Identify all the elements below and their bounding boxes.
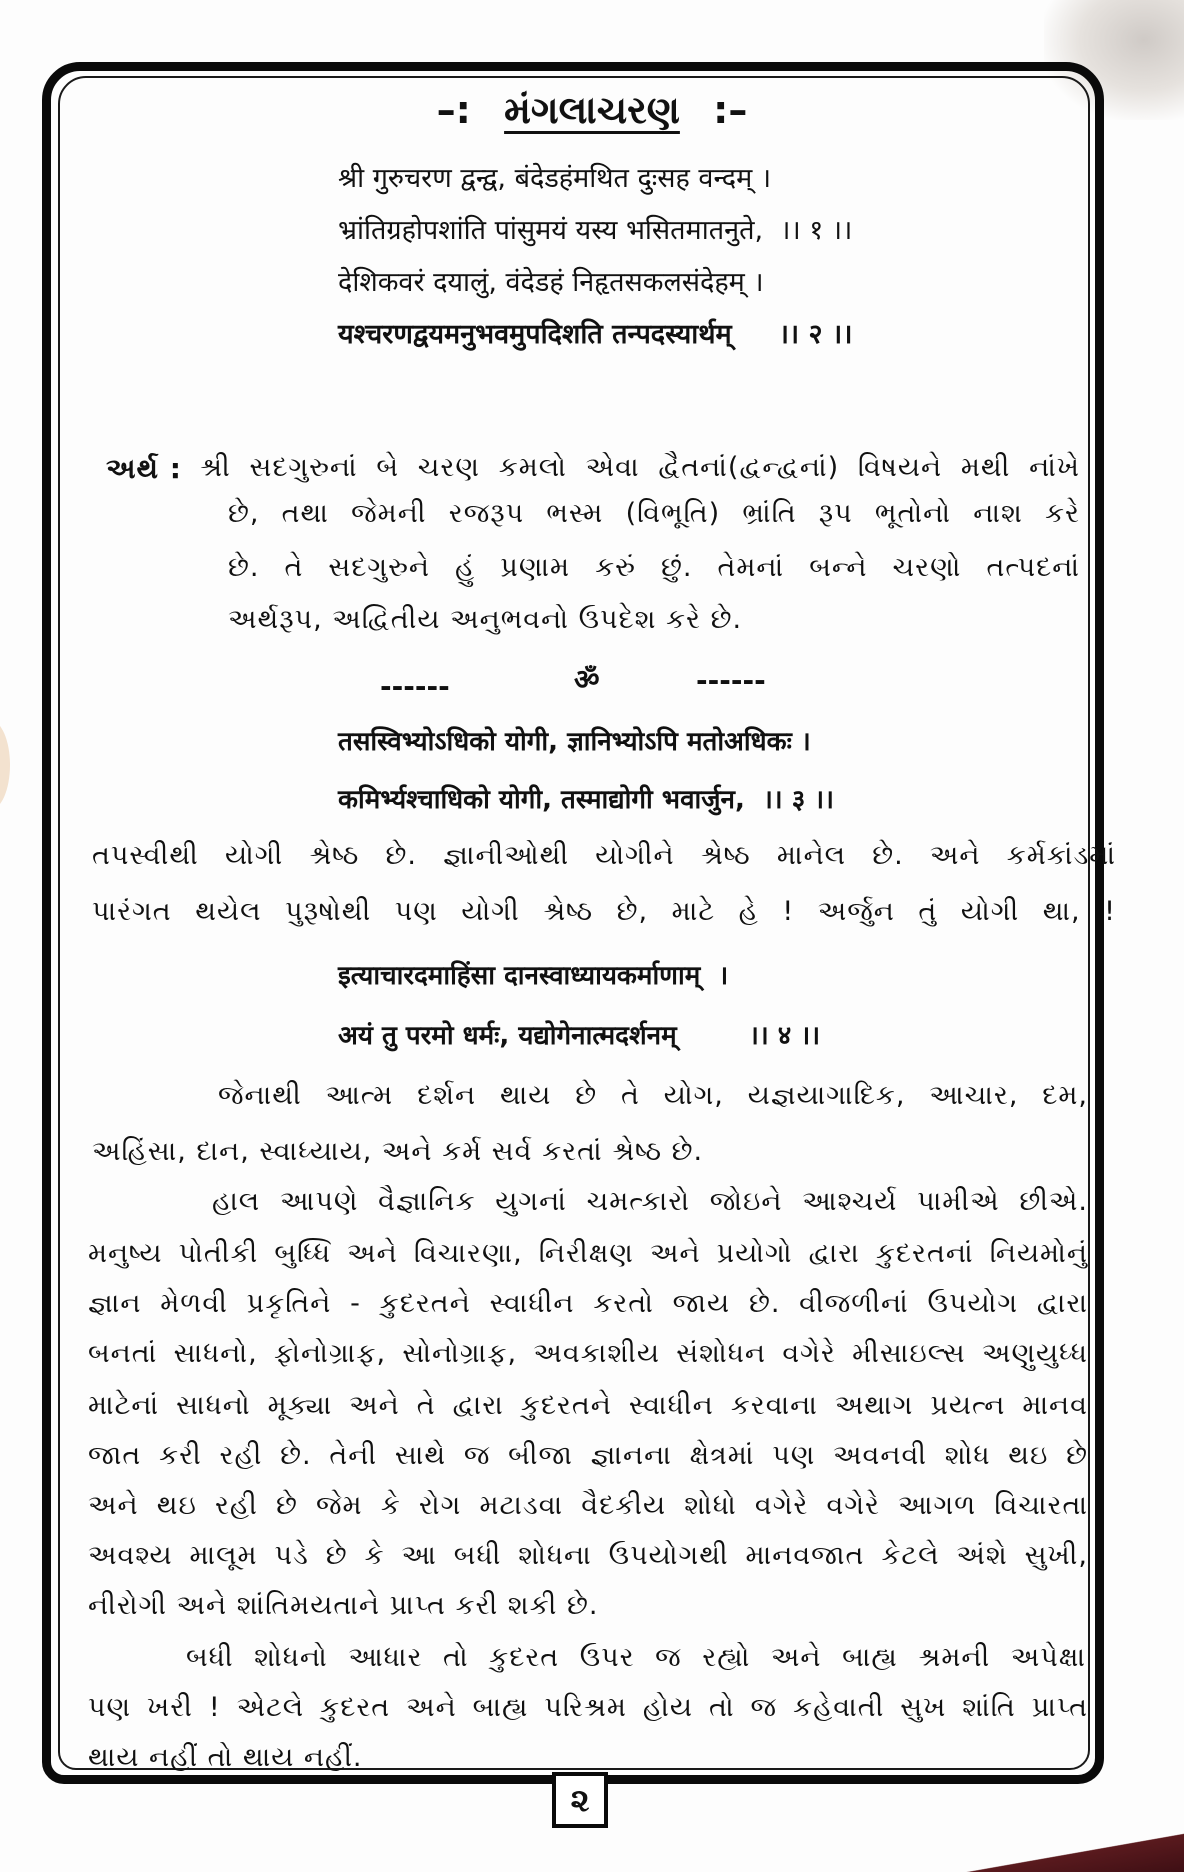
para-2-line-2: મનુષ્ય પોતીકી બુધ્ધિ અને વિચારણા, નિરીક્ષણ અને પ્રયોગો દ્વારા કુદરતનાં નિયમોનું: [88, 1238, 1088, 1269]
meaning-line-1: શ્રી સદગુરુનાં બે ચરણ કમલો એવા દ્વૈતનાં(દ્વન્દ્વનાં) વિષયને મથી નાંખે: [200, 452, 1080, 483]
para-1-line-2: અહિંસા, દાન, સ્વાધ્યાય, અને કર્મ સર્વ કરતાં શ્રેષ્ઠ છે.: [92, 1136, 704, 1167]
shloka-1-line-1: श्री गुरुचरण द्वन्द्व, बंदेडहंमथित दुःसह वन्दम् ।: [338, 163, 772, 194]
title-text: મંગલાચરણ: [504, 88, 680, 132]
para-1-line-1: જેનાથી આત્મ દર્શન થાય છે તે યોગ, યજ્ઞયાગાદિક, આચાર, દમ,: [218, 1080, 1088, 1111]
para-3-line-2: પણ ખરી ! એટલે કુદરત અને બાહ્ય પરિશ્રમ હોય તો જ કહેવાતી સુખ શાંતિ પ્રાપ્ત: [88, 1692, 1088, 1723]
shloka-1-line-3: देशिकवरं दयालुं, वंदेडहं निहृतसकलसंदेहम् ।: [338, 267, 764, 298]
shloka-2-line-1: तसस्विभ्योऽधिको योगी, ज्ञानिभ्योऽपि मतोअधिकः ।: [338, 727, 811, 757]
page-shadow-left: [0, 720, 10, 810]
para-2-line-9: નીરોગી અને શાંતિમયતાને પ્રાપ્ત કરી શકી છે.: [88, 1590, 599, 1621]
translation-line-1: તપસ્વીથી યોગી શ્રેષ્ઠ છે. જ્ઞાનીઓથી યોગીને શ્રેષ્ઠ માનેલ છે. અને કર્મકાંડમાં: [92, 840, 1116, 871]
shloka-1-line-4: यश्चरणद्वयमनुभवमुपदिशति तन्पदस्यार्थम् ।। २ ।।: [338, 319, 853, 350]
shloka-3-line-1: इत्याचारदमाहिंसा दानस्वाध्यायकर्माणाम् ।: [338, 961, 729, 991]
para-3-line-3: થાય નહીં તો થાય નહીં.: [88, 1742, 363, 1773]
page-title: [0, 88, 1184, 133]
translation-line-2: પારંગત થયેલ પુરૂષોથી પણ યોગી શ્રેષ્ઠ છે, માટે હે ! અર્જુન તું યોગી થા, !: [92, 896, 1116, 927]
shloka-1-line-2: भ्रांतिग्रहोपशांति पांसुमयं यस्य भसितमातनुते, ।। १ ।।: [338, 215, 853, 246]
para-2-line-1: હાલ આપણે વૈજ્ઞાનિક યુગનાં ચમત્કારો જોઇને આશ્ચર્ય પામીએ છીએ.: [212, 1186, 1088, 1217]
meaning-line-4: અર્થરૂપ, અદ્વિતીય અનુભવનો ઉપદેશ કરે છે.: [228, 604, 743, 635]
divider-dashes-left: ------: [380, 670, 450, 703]
para-3-line-1: બધી શોધનો આધાર તો કુદરત ઉપર જ રહ્યો અને બાહ્ય શ્રમની અપેક્ષા: [186, 1642, 1086, 1673]
para-2-line-7: અને થઇ રહી છે જેમ કે રોગ મટાડવા વૈદકીય શોધો વગેરે વગેરે આગળ વિચારતા: [88, 1490, 1088, 1521]
title-prefix: –:: [436, 88, 471, 132]
para-2-line-8: અવશ્ય માલૂમ પડે છે કે આ બધી શોધના ઉપયોગથી માનવજાત કેટલે અંશે સુખી,: [88, 1540, 1088, 1571]
meaning-line-2: છે, તથા જેમની રજરૂપ ભસ્મ (વિભૂતિ) ભ્રાંતિ રૂપ ભૂતોનો નાશ કરે: [228, 498, 1080, 529]
meaning-label: અર્થ :: [106, 452, 182, 485]
title-suffix: :–: [713, 88, 748, 132]
book-cover-edge: [924, 1832, 1184, 1872]
om-symbol-icon: ॐ: [574, 663, 600, 696]
shloka-3-line-2: अयं तु परमो धर्मः, यद्योगेनात्मदर्शनम् ।। ४ ।।: [338, 1021, 821, 1051]
divider-dashes-right: ------: [696, 664, 766, 697]
para-2-line-6: જાત કરી રહી છે. તેની સાથે જ બીજા જ્ઞાનના ક્ષેત્રમાં પણ અવનવી શોધ થઇ છે: [88, 1440, 1088, 1471]
para-2-line-3: જ્ઞાન મેળવી પ્રકૃતિને - કુદરતને સ્વાધીન કરતો જાય છે. વીજળીનાં ઉપયોગ દ્વારા: [88, 1288, 1088, 1319]
para-2-line-5: માટેનાં સાધનો મૂક્યા અને તે દ્વારા કુદરતને સ્વાધીન કરવાના અથાગ પ્રયત્ન માનવ: [88, 1390, 1088, 1421]
page-number: ૨: [552, 1772, 608, 1828]
meaning-line-3: છે. તે સદગુરુને હું પ્રણામ કરું છું. તેમનાં બન્ને ચરણો તત્પદનાં: [228, 552, 1080, 583]
shloka-2-line-2: कमिर्भ्यश्चाधिको योगी, तस्माद्योगी भवार्जुन, ।। ३ ।।: [338, 785, 834, 815]
para-2-line-4: બનતાં સાધનો, ફોનોગ્રાફ, સોનોગ્રાફ, અવકાશીય સંશોધન વગેરે મીસાઇલ્સ અણુયુધ્ધ: [88, 1338, 1088, 1369]
